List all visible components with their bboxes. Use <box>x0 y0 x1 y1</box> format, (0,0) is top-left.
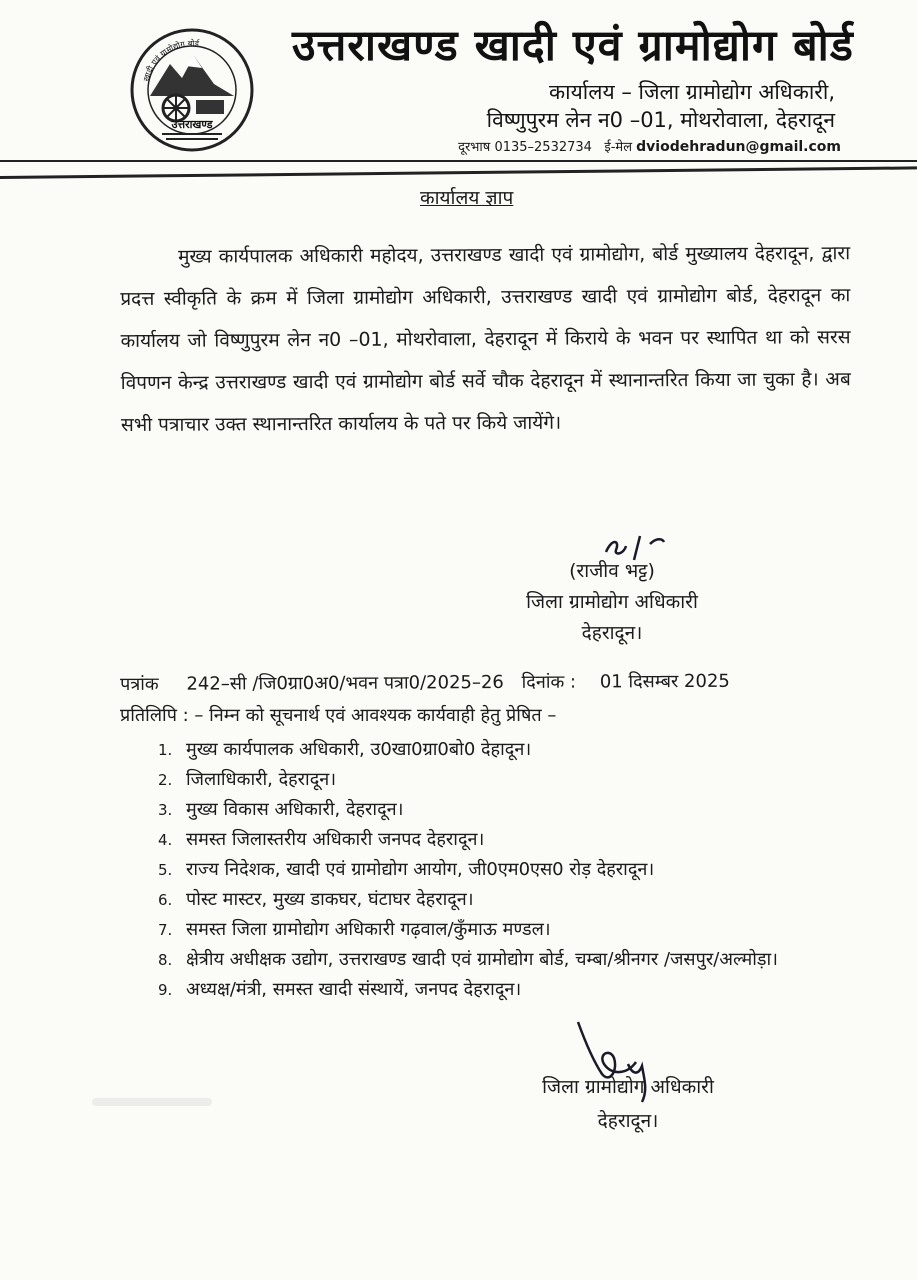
list-item: 2. जिलाधिकारी, देहरादून। <box>158 769 337 790</box>
email-text: dviodehradun@gmail.com <box>636 139 841 155</box>
date-value: 01 दिसम्बर 2025 <box>599 670 730 693</box>
signatory-designation-2: जिला ग्रामोद्योग अधिकारी <box>542 1076 714 1098</box>
list-item: 7. समस्त जिला ग्रामोद्योग अधिकारी गढ़वाल/कुँमाऊ मण्डल। <box>158 919 551 940</box>
memo-subject: कार्यालय ज्ञाप <box>420 187 514 209</box>
signatory-block <box>492 556 732 649</box>
organization-title: उत्तराखण्ड खादी एवं ग्रामोद्योग बोर्ड <box>292 21 854 71</box>
phone-text: दूरभाष 0135–2532734 <box>458 140 592 155</box>
date-label: दिनांक : <box>521 671 577 693</box>
contact-line <box>458 137 841 155</box>
signatory-block-2 <box>508 1070 748 1138</box>
signatory-designation: जिला ग्रामोद्योग अधिकारी <box>526 591 698 613</box>
header-divider-thick <box>0 166 917 179</box>
logo-text: उत्तराखण्ड <box>171 118 213 131</box>
board-logo <box>128 26 256 154</box>
list-item: 4. समस्त जिलास्तरीय अधिकारी जनपद देहरादून। <box>158 829 485 850</box>
email-label: ई-मेल <box>604 140 633 155</box>
paper-smudge <box>92 1098 212 1106</box>
copy-intro: प्रतिलिपि : – निम्न को सूचनार्थ एवं आवश्यक कार्यवाही हेतु प्रेषित – <box>120 705 557 726</box>
logo-ring-text: खादी एवं ग्रामोद्योग बोर्ड <box>141 38 200 83</box>
address-line: विष्णुपुरम लेन न0 –01, मोथरोवाला, देहरादून <box>486 108 835 132</box>
reference-line <box>120 668 850 696</box>
list-item: 8. क्षेत्रीय अधीक्षक उद्योग, उत्तराखण्ड खादी एवं ग्रामोद्योग बोर्ड, चम्बा/श्रीनगर /जसपुर/अल्मोड़ा। <box>158 949 779 970</box>
list-item: 6. पोस्ट मास्टर, मुख्य डाकघर, घंटाघर देहरादून। <box>158 889 474 910</box>
list-item: 3. मुख्य विकास अधिकारी, देहरादून। <box>158 799 404 820</box>
header-divider <box>0 160 917 162</box>
signatory-name: (राजीव भट्ट) <box>569 560 655 582</box>
signatory-place-2: देहरादून। <box>597 1110 659 1132</box>
signatory-place: देहरादून। <box>581 622 643 644</box>
list-item: 1. मुख्य कार्यपालक अधिकारी, उ0खा0ग्रा0बो0 देहादून। <box>158 739 532 760</box>
list-item: 9. अध्यक्ष/मंत्री, समस्त खादी संस्थायें, जनपद देहरादून। <box>158 979 522 1000</box>
office-line: कार्यालय – जिला ग्रामोद्योग अधिकारी, <box>549 80 835 104</box>
reference-number: 242–सी /जि0ग्रा0अ0/भवन पत्रा0/2025–26 <box>186 671 504 695</box>
reference-label: पत्रांक <box>120 673 159 695</box>
copy-list <box>158 735 858 1005</box>
list-item: 5. राज्य निदेशक, खादी एवं ग्रामोद्योग आयोग, जी0एम0एस0 रोड़ देहरादून। <box>158 859 655 880</box>
memo-body: मुख्य कार्यपालक अधिकारी महोदय, उत्तराखण्ड खादी एवं ग्रामोद्योग, बोर्ड मुख्यालय देहरादून, द्वारा प्रदत्त स्वीकृति के क्रम में जिला ग्रामोद्योग अधिकारी, उत्तराखण्ड खादी एवं ग्रामोद्योग बोर्ड, देहरादून का कार्यालय जो विष्णुपुरम लेन न0 –01, मोथरोवाला, देहरादून में किराये के भवन पर स्थापित था को सरस विपणन केन्द्र उत्तराखण्ड खादी एवं ग्रामोद्योग बोर्ड सर्वे चौक देहरादून में स्थानान्तरित किया जा चुका है। अब सभी पत्राचार उक्त स्थानान्तरित कार्यालय के पते पर किये जायेंगे। <box>120 242 851 436</box>
